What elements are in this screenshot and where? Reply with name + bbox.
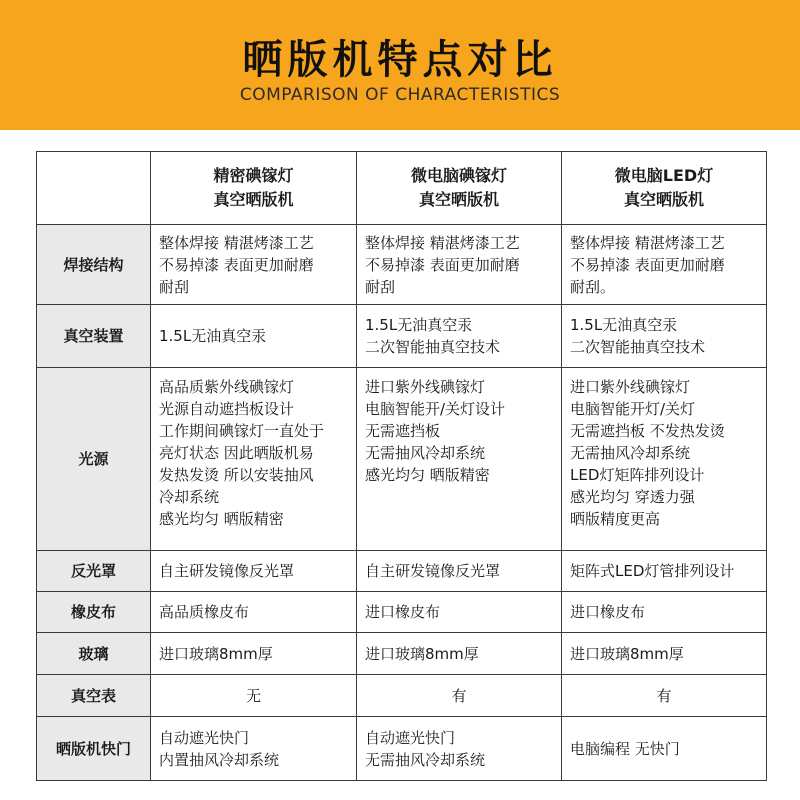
table-cell (151, 717, 357, 781)
column-header-line: 真空晒版机 (213, 190, 294, 209)
cell-line: 不易掉漆 表面更加耐磨 (159, 255, 314, 274)
cell-line: 冷却系统 (159, 488, 220, 506)
header-row (37, 152, 767, 225)
page-subtitle: COMPARISON OF CHARACTERISTICS (239, 85, 561, 105)
row-label: 晒版机快门 (37, 717, 151, 781)
cell-line: 耐刮 (159, 277, 190, 296)
column-header-line: 微电脑碘镓灯 (410, 166, 507, 185)
cell-line: 不易掉漆 表面更加耐磨 (570, 255, 725, 274)
table-cell (562, 368, 767, 551)
cell-line: 晒版精度更高 (570, 510, 661, 528)
table-cell (151, 551, 357, 592)
table-cell (357, 305, 562, 368)
cell-line: 进口玻璃8mm厚 (159, 644, 273, 663)
cell-line: 自动遮光快门 (159, 728, 250, 747)
column-header-line: 微电脑LED灯 (614, 166, 714, 185)
cell-line: 发热发烫 所以安装抽风 (159, 466, 314, 484)
header-banner (0, 0, 800, 130)
cell-line: 进口紫外线碘镓灯 (570, 378, 691, 396)
cell-line: 无需抽风冷却系统 (365, 444, 486, 462)
cell-line: 整体焊接 精湛烤漆工艺 (570, 233, 725, 252)
cell-line: 自主研发镜像反光罩 (365, 562, 501, 580)
column-header-2 (357, 152, 562, 225)
table-row (37, 368, 767, 551)
cell-line: 1.5L无油真空汞 (159, 327, 267, 345)
comparison-table (36, 151, 767, 781)
cell-line: 进口玻璃8mm厚 (570, 644, 684, 663)
cell-line: 进口玻璃8mm厚 (365, 644, 479, 663)
column-header-1 (151, 152, 357, 225)
cell-line: 感光均匀 晒版精密 (365, 466, 490, 484)
cell-line: 耐刮 (365, 277, 396, 296)
table-row (37, 633, 767, 675)
table-cell (151, 305, 357, 368)
page-title: 晒版机特点对比 (242, 37, 558, 83)
row-label: 光源 (37, 368, 151, 551)
cell-line: 1.5L无油真空汞 (365, 316, 473, 334)
table-cell (562, 675, 767, 717)
row-label: 真空装置 (37, 305, 151, 368)
column-header-line: 真空晒版机 (623, 190, 704, 209)
table-cell (357, 551, 562, 592)
cell-line: 二次智能抽真空技术 (570, 338, 706, 356)
cell-line: 高品质橡皮布 (159, 603, 250, 621)
cell-line: 1.5L无油真空汞 (570, 316, 678, 334)
cell-line: 整体焊接 精湛烤漆工艺 (365, 233, 520, 252)
cell-line: 电脑智能开灯/关灯 (570, 400, 696, 418)
row-label: 真空表 (37, 675, 151, 717)
table-cell (151, 368, 357, 551)
table-cell (151, 633, 357, 675)
table-cell (562, 717, 767, 781)
table-cell (562, 225, 767, 305)
cell-line: 无需遮挡板 (365, 422, 441, 440)
table-cell (562, 633, 767, 675)
cell-line: 电脑编程 无快门 (570, 739, 680, 758)
table-cell (562, 551, 767, 592)
row-label: 反光罩 (37, 551, 151, 592)
cell-line: 亮灯状态 因此晒版机易 (159, 444, 314, 462)
cell-line: 高品质紫外线碘镓灯 (159, 378, 295, 396)
row-label: 焊接结构 (37, 225, 151, 305)
table-row (37, 225, 767, 305)
cell-line: 工作期间碘镓灯一直处于 (159, 422, 325, 440)
cell-line: 无需抽风冷却系统 (365, 750, 486, 769)
cell-line: 无 (245, 686, 261, 705)
cell-line: LED灯矩阵排列设计 (570, 466, 705, 484)
table-cell (357, 633, 562, 675)
table-cell (151, 225, 357, 305)
table-cell (357, 225, 562, 305)
row-label: 橡皮布 (37, 592, 151, 633)
table-cell (357, 717, 562, 781)
table-cell (562, 592, 767, 633)
table-row (37, 305, 767, 368)
table-row (37, 551, 767, 592)
table-cell (357, 368, 562, 551)
table-cell (151, 675, 357, 717)
cell-line: 感光均匀 晒版精密 (159, 510, 284, 528)
cell-line: 自动遮光快门 (365, 728, 456, 747)
column-header-line: 精密碘镓灯 (213, 166, 294, 185)
cell-line: 电脑智能开/关灯设计 (365, 400, 506, 418)
table-row (37, 675, 767, 717)
column-header-3 (562, 152, 767, 225)
cell-line: 进口橡皮布 (365, 603, 441, 621)
table-cell (357, 592, 562, 633)
cell-line: 有 (656, 686, 672, 705)
cell-line: 自主研发镜像反光罩 (159, 562, 295, 580)
table-cell (562, 305, 767, 368)
table-cell (357, 675, 562, 717)
cell-line: 有 (451, 686, 467, 705)
cell-line: 光源自动遮挡板设计 (159, 400, 295, 418)
cell-line: 感光均匀 穿透力强 (570, 488, 695, 506)
cell-line: 整体焊接 精湛烤漆工艺 (159, 233, 314, 252)
cell-line: 进口橡皮布 (570, 603, 646, 621)
row-label: 玻璃 (37, 633, 151, 675)
table-row (37, 717, 767, 781)
cell-line: 耐刮。 (570, 277, 616, 296)
cell-line: 二次智能抽真空技术 (365, 338, 501, 356)
table-row (37, 592, 767, 633)
corner-cell (37, 152, 151, 225)
cell-line: 进口紫外线碘镓灯 (365, 378, 486, 396)
cell-line: 矩阵式LED灯管排列设计 (570, 562, 735, 580)
cell-line: 不易掉漆 表面更加耐磨 (365, 255, 520, 274)
table-cell (151, 592, 357, 633)
cell-line: 无需抽风冷却系统 (570, 444, 691, 462)
cell-line: 内置抽风冷却系统 (159, 750, 280, 769)
cell-line: 无需遮挡板 不发热发烫 (570, 422, 725, 440)
column-header-line: 真空晒版机 (418, 190, 499, 209)
